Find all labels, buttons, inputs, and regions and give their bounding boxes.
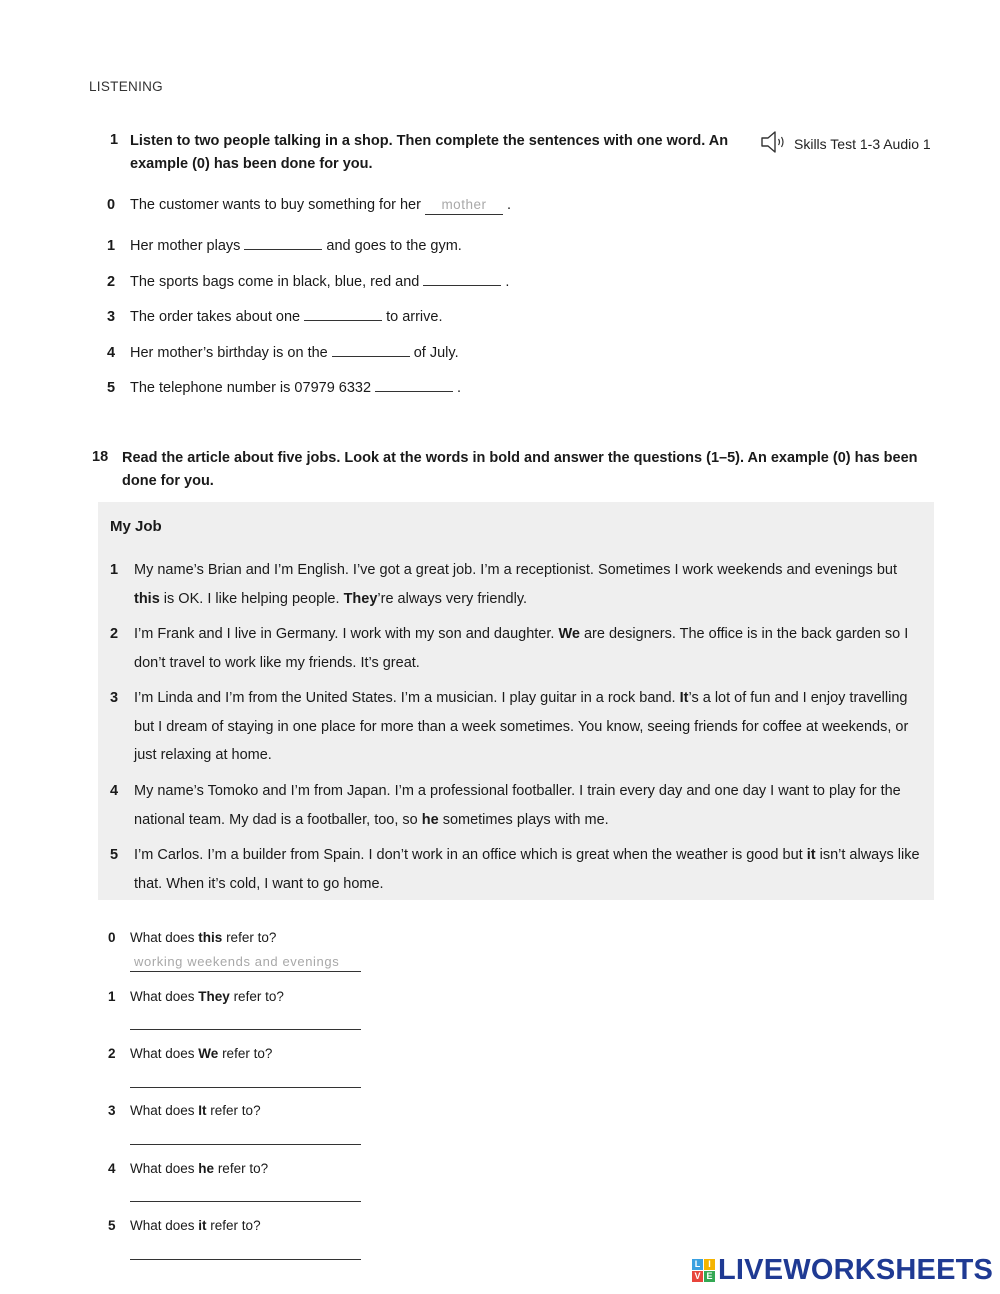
question-number: 3 [108,1103,116,1118]
article-paragraph-3 [110,684,924,770]
text-run: is OK. I like helping people. [159,590,344,607]
bold-word: he [198,1161,215,1176]
logo-tile: L [692,1259,703,1270]
text-run: I’m Carlos. I’m a builder from Spain. I don’t work in an office which is great when the weather is good but [134,847,807,863]
item-text-before: The telephone number is 07979 6332 [130,380,372,396]
listening-item-3 [107,304,443,325]
question-5 [108,1218,261,1233]
text-run: What does [130,1046,199,1061]
item-text-before: The sports bags come in black, blue, red and [130,274,420,290]
text-run: What does [130,1103,199,1118]
question-text [130,1218,261,1233]
answer-line-2[interactable] [130,1069,361,1088]
text-run: refer to? [229,989,284,1004]
question-text [130,1161,268,1176]
bold-word: he [421,811,439,828]
question-3 [108,1103,261,1118]
text-run: refer to? [206,1103,261,1118]
bold-word: They [343,590,378,607]
logo-tile: V [692,1271,703,1282]
text-run: ’re always very friendly. [377,590,528,607]
bold-word: it [806,847,816,863]
question-text [130,1046,272,1061]
exercise-1-instruction: Listen to two people talking in a shop. Then complete the sentences with one word. An example (0) has been done for you. [130,133,729,172]
bold-word: They [198,989,230,1004]
text-run: sometimes plays with me. [438,811,609,828]
text-run: What does [130,930,199,945]
exercise-18-number: 18 [92,449,109,465]
article-paragraph-4 [110,777,924,834]
article-paragraph-5 [110,841,924,898]
item-text-before: The order takes about one [130,309,301,325]
question-number: 5 [108,1218,116,1233]
text-run: I’m Frank and I live in Germany. I work with my son and daughter. [134,626,559,642]
exercise-1-number: 1 [110,132,119,148]
item-number: 2 [107,274,116,290]
item-number: 4 [107,345,116,361]
answer-line-5[interactable] [130,1241,361,1260]
answer-blank-3[interactable] [304,304,382,321]
logo-text: LIVEWORKSHEETS [718,1254,994,1286]
text-run: What does [130,1218,199,1233]
audio-label: Skills Test 1-3 Audio 1 [794,135,931,152]
bold-word: this [198,930,223,945]
text-run: refer to? [206,1218,261,1233]
item-text-before: The customer wants to buy something for her [130,197,421,213]
item-text-after: and goes to the gym. [326,238,462,254]
item-text-before: Her mother plays [130,238,241,254]
audio-player[interactable] [760,130,931,157]
listening-item-5 [107,375,461,396]
listening-item-2 [107,269,509,290]
answer-blank-1[interactable] [244,233,322,250]
speaker-icon[interactable] [760,130,788,157]
answer-line-1[interactable] [130,1011,361,1030]
item-text-after: to arrive. [386,309,443,325]
text-run: ’s a lot of fun and I enjoy travelling but I dream of staying in one place for more than a week sometimes. You know, seeing friends for coffee at weekends, or just relaxing at home. [134,690,909,763]
question-1 [108,989,284,1004]
example-answer-line: working weekends and evenings [130,954,361,972]
text-run: My name’s Brian and I’m English. I’ve got a great job. I’m a receptionist. Sometimes I work weekends and evenings but [134,562,897,578]
text-run: are designers. The office is in the back garden so I don’t travel to work like my friends. It’s great. [134,626,909,671]
paragraph-number: 1 [110,562,119,578]
item-text-after: . [505,274,510,290]
paragraph-number: 3 [110,690,119,706]
article-paragraph-1 [110,556,924,613]
text-run: refer to? [222,930,277,945]
item-text-before: Her mother’s birthday is on the [130,345,328,361]
article-paragraph-2 [110,620,924,677]
paragraph-text [134,620,924,677]
paragraph-text [134,777,924,834]
answer-line-4[interactable] [130,1183,361,1202]
bold-word: We [198,1046,219,1061]
paragraph-text [134,841,924,898]
logo-tile: I [704,1259,715,1270]
text-run: What does [130,1161,199,1176]
text-run: What does [130,989,199,1004]
text-run: I’m Linda and I’m from the United States. I’m a musician. I play guitar in a rock band. [134,690,680,706]
question-2 [108,1046,272,1061]
text-run: My name’s Tomoko and I’m from Japan. I’m a professional footballer. I train every day and one day I want to play for the national team. My dad is a footballer, too, so [134,783,901,828]
item-number: 0 [107,197,116,213]
section-title: LISTENING [89,79,163,94]
text-run: refer to? [214,1161,269,1176]
question-text [130,930,276,945]
listening-item-4 [107,340,459,361]
logo-tiles-icon [692,1259,715,1282]
question-number: 1 [108,989,116,1004]
listening-item-1 [107,233,462,254]
item-number: 5 [107,380,116,396]
answer-blank-4[interactable] [332,340,410,357]
bold-word: It [679,690,689,706]
question-number: 0 [108,930,116,945]
paragraph-number: 4 [110,783,119,799]
logo-tile: E [704,1271,715,1282]
question-number: 2 [108,1046,116,1061]
paragraph-text [134,556,924,613]
item-text-after: of July. [413,345,459,361]
listening-item-0 [107,197,511,215]
answer-blank-5[interactable] [375,375,453,392]
question-0 [108,930,276,945]
answer-line-3[interactable] [130,1126,361,1145]
paragraph-number: 2 [110,626,119,642]
text-run: refer to? [218,1046,273,1061]
question-number: 4 [108,1161,116,1176]
bold-word: it [198,1218,207,1233]
answer-blank-2[interactable] [423,269,501,286]
bold-word: We [558,626,580,642]
exercise-18-instruction: Read the article about five jobs. Look at the words in bold and answer the questions (1–5). An example (0) has been done for you. [122,450,918,489]
bold-word: this [134,590,160,607]
item-text-after: . [506,197,511,213]
liveworksheets-logo [692,1255,993,1285]
article-title: My Job [110,518,162,535]
question-4 [108,1161,268,1176]
item-number: 3 [107,309,116,325]
question-text [130,1103,261,1118]
paragraph-text [134,684,924,770]
question-text [130,989,284,1004]
item-text-after: . [457,380,462,396]
bold-word: It [198,1103,207,1118]
paragraph-number: 5 [110,847,119,863]
item-number: 1 [107,238,116,254]
text-run: isn’t always like that. When it’s cold, I want to go home. [134,847,920,892]
example-answer: mother [425,197,503,215]
